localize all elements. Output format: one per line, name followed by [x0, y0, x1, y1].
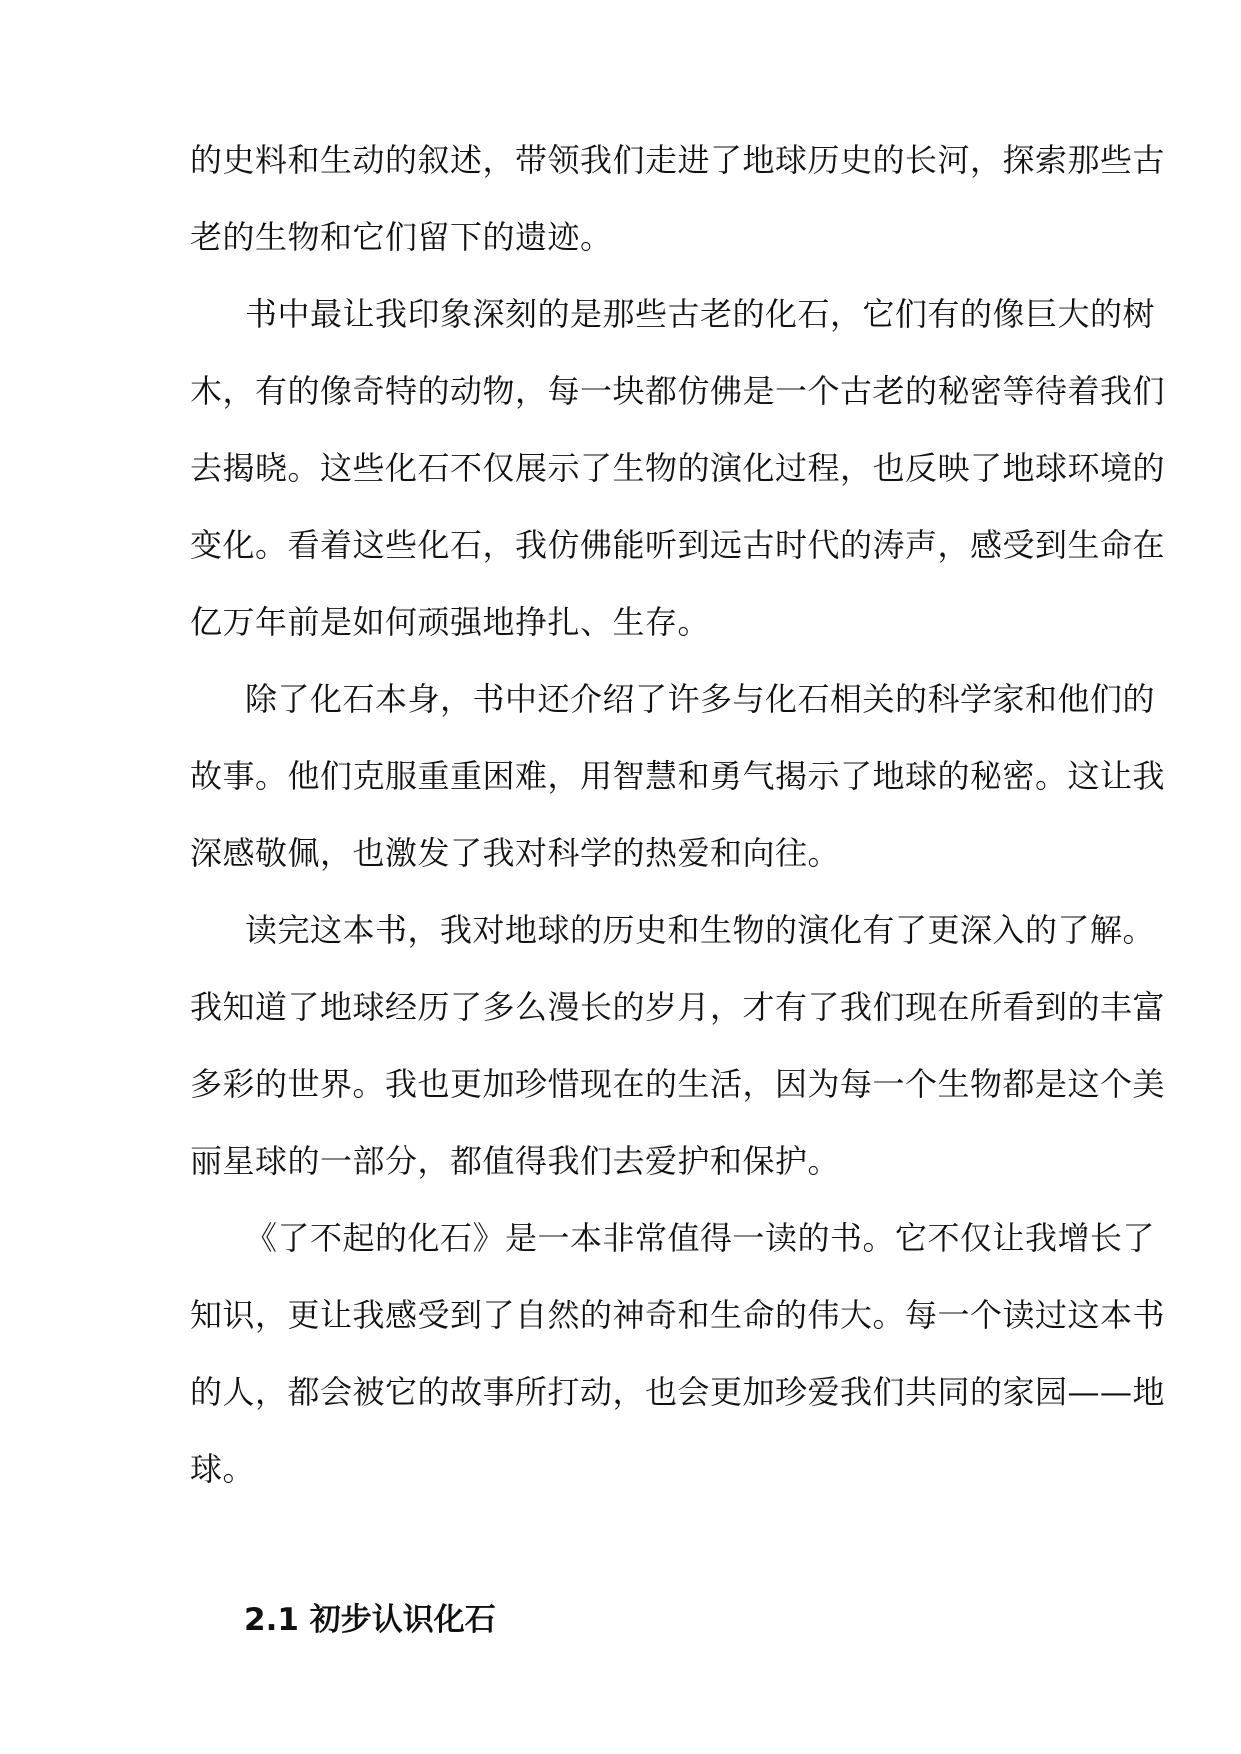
document-body: [190, 140, 1166, 1640]
paragraph-line: 木，有的像奇特的动物，每一块都仿佛是一个古老的秘密等待着我们: [190, 372, 1166, 410]
paragraph-line: 亿万年前是如何顽强地挣扎、生存。: [190, 603, 711, 641]
paragraph-line: 深感敬佩，也激发了我对科学的热爱和向往。: [190, 834, 841, 872]
paragraph-line: 多彩的世界。我也更加珍惜现在的生活，因为每一个生物都是这个美: [190, 1065, 1166, 1103]
paragraph-line: 去揭晓。这些化石不仅展示了生物的演化过程，也反映了地球环境的: [190, 449, 1166, 487]
paragraph-line: 的人，都会被它的故事所打动，也会更加珍爱我们共同的家园——地: [190, 1373, 1166, 1411]
paragraph-line: 的史料和生动的叙述，带领我们走进了地球历史的长河，探索那些古: [190, 141, 1166, 179]
paragraph-line: 变化。看着这些化石，我仿佛能听到远古时代的涛声，感受到生命在: [190, 526, 1166, 564]
paragraph-line: 书中最让我印象深刻的是那些古老的化石，它们有的像巨大的树: [245, 295, 1156, 333]
paragraph-line: 丽星球的一部分，都值得我们去爱护和保护。: [190, 1142, 841, 1180]
paragraph-line: 球。: [190, 1450, 256, 1488]
section-spacer: [190, 1526, 1062, 1600]
paragraph-line: 读完这本书，我对地球的历史和生物的演化有了更深入的了解。: [245, 911, 1156, 949]
paragraph-line: 除了化石本身，书中还介绍了许多与化石相关的科学家和他们的: [245, 680, 1156, 718]
paragraph-line: 故事。他们克服重重困难，用智慧和勇气揭示了地球的秘密。这让我: [190, 757, 1166, 795]
paragraph-line: 《了不起的化石》是一本非常值得一读的书。它不仅让我增长了: [245, 1219, 1156, 1257]
paragraph-line: 老的生物和它们留下的遗迹。: [190, 218, 613, 256]
paragraph-line: 我知道了地球经历了多么漫长的岁月，才有了我们现在所看到的丰富: [190, 988, 1166, 1026]
paragraph-line: 知识，更让我感受到了自然的神奇和生命的伟大。每一个读过这本书: [190, 1296, 1166, 1334]
section-heading: 2.1 初步认识化石: [244, 1602, 496, 1638]
